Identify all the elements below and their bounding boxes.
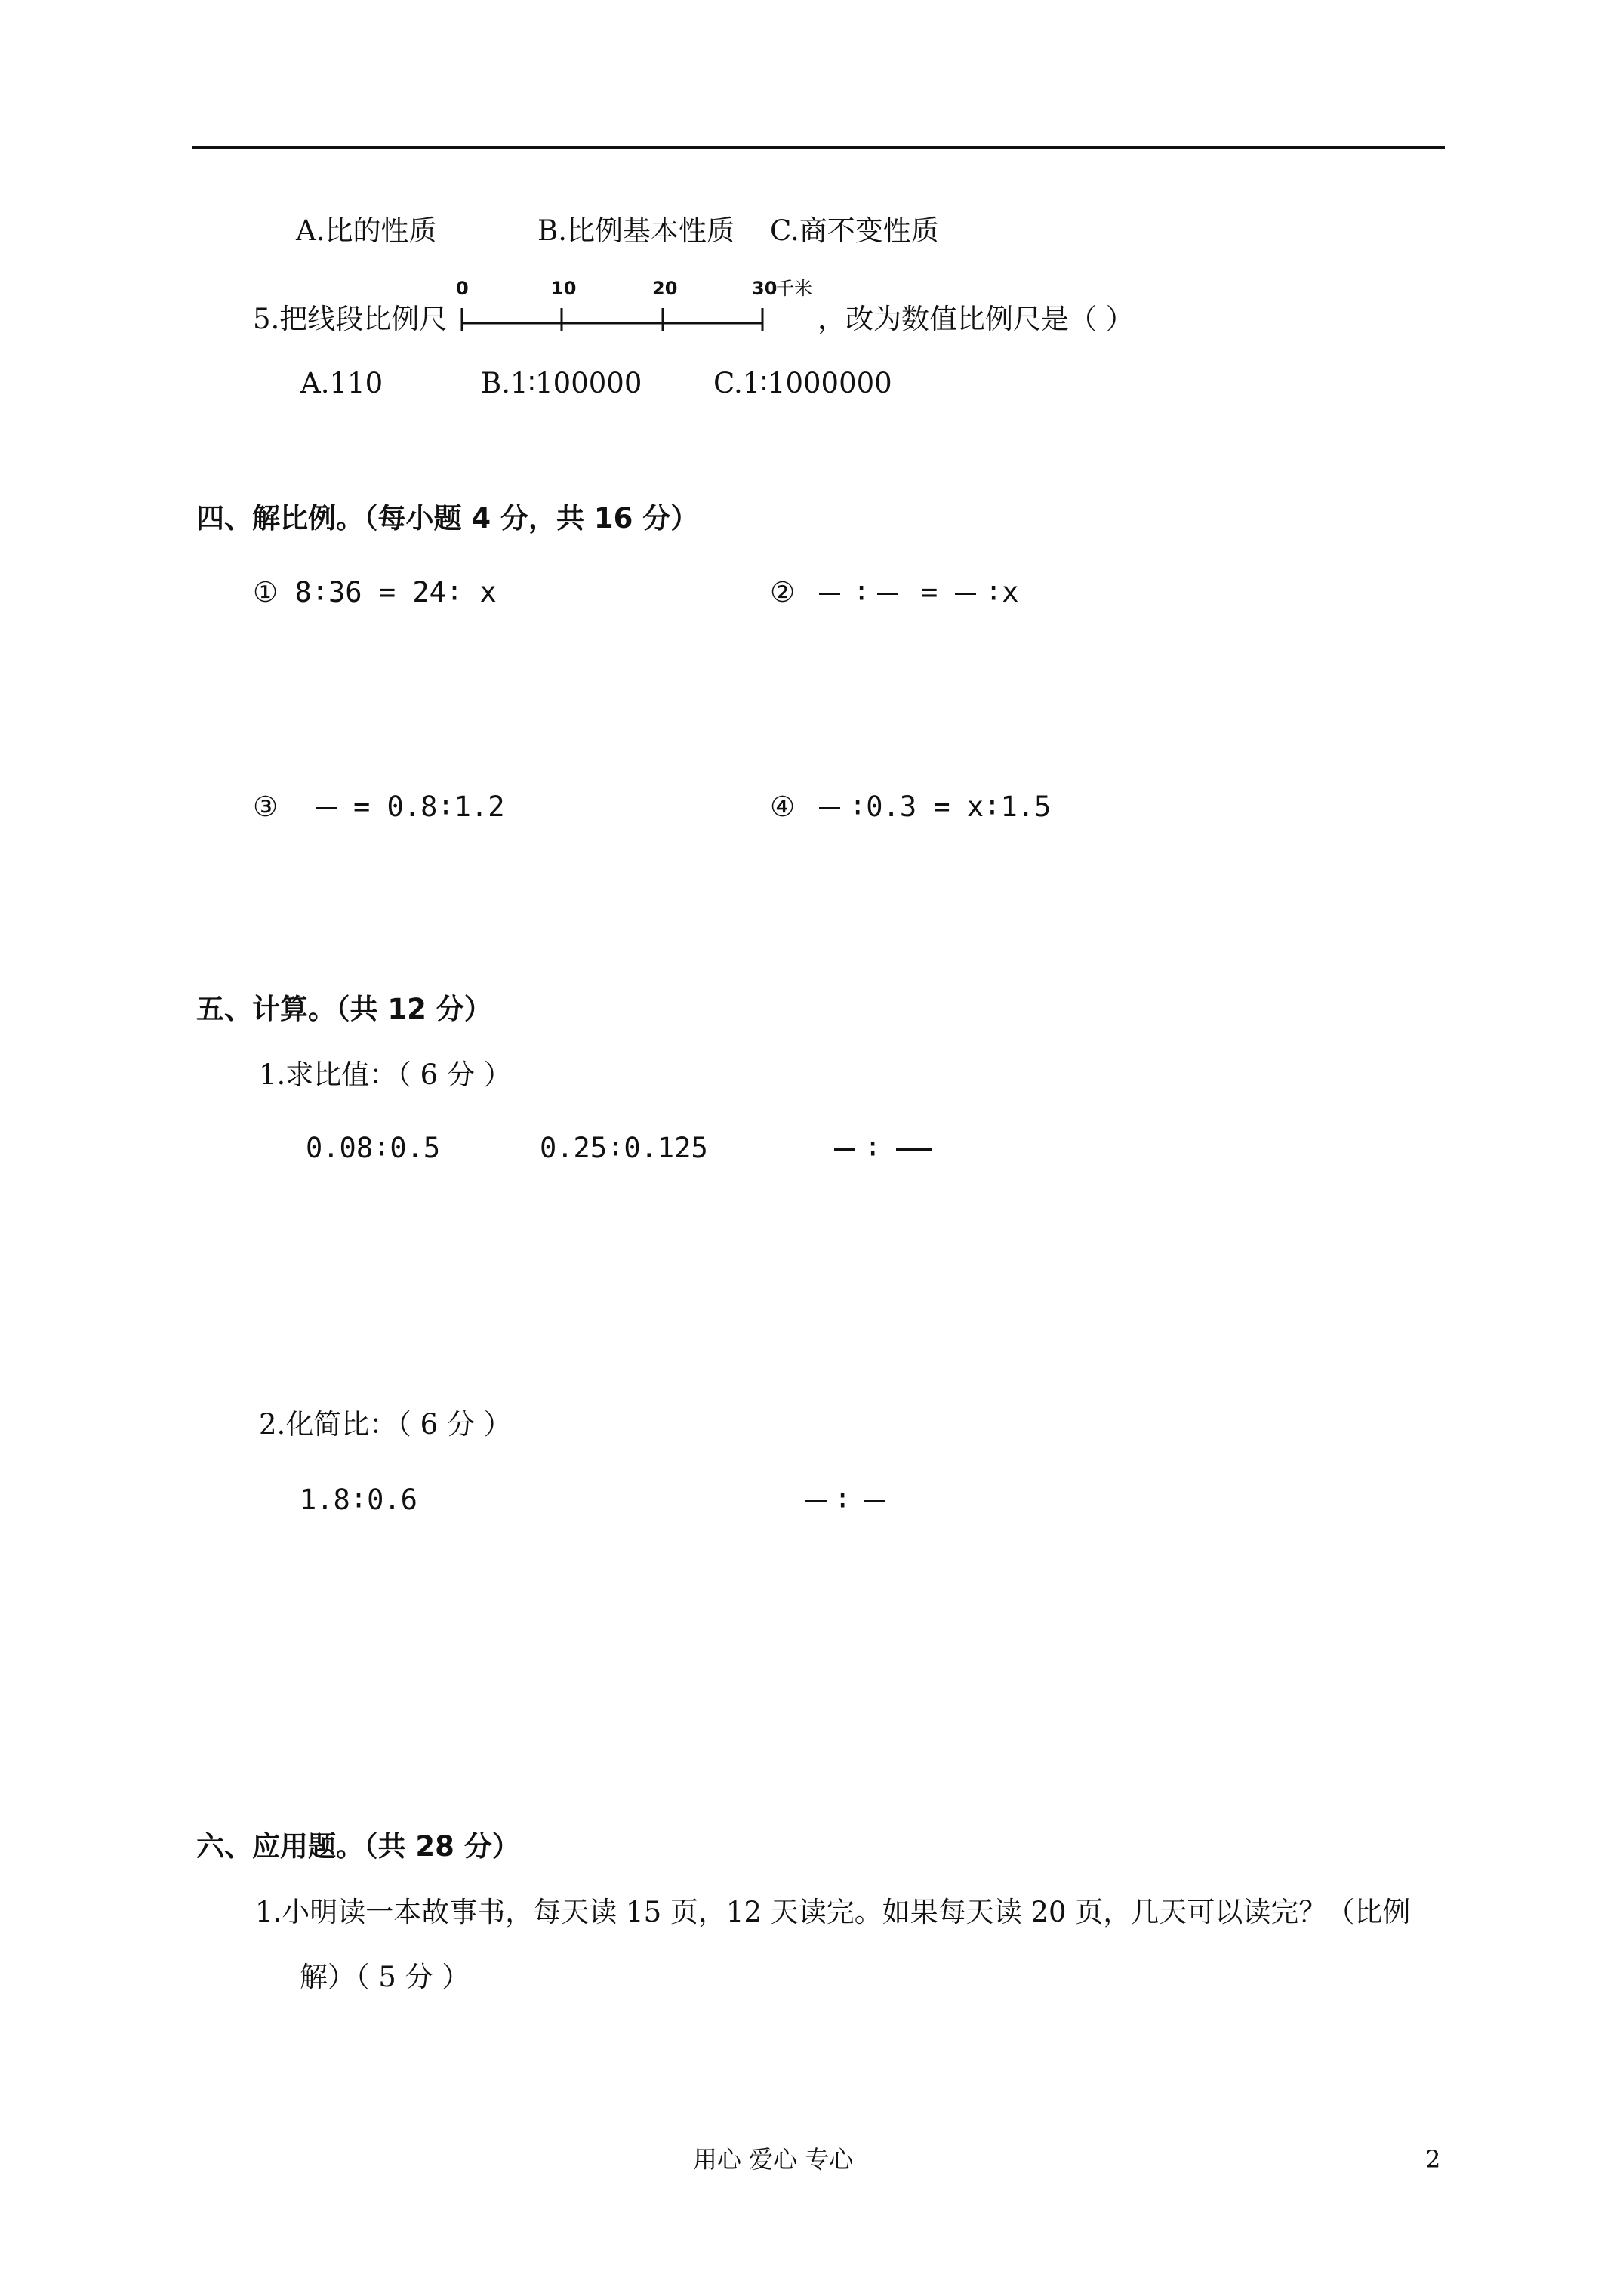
page-number: 2 — [1425, 2145, 1441, 2174]
option-c: C.商不变性质 — [770, 214, 939, 247]
ratio-item-1: 0.08∶0.5 — [306, 1132, 441, 1164]
line-segment-scale-bar — [453, 270, 812, 338]
scale-tick-20: 20 — [652, 278, 678, 299]
fraction-bar — [955, 593, 976, 595]
fraction-bar — [805, 1500, 827, 1502]
ratio-item-2: 0.25∶0.125 — [540, 1132, 708, 1164]
question-5-suffix: ，改为数值比例尺是（ ） — [818, 303, 1134, 335]
q5-option-b: B.1∶100000 — [481, 367, 642, 399]
scale-tick-30: 30 — [752, 278, 778, 299]
section-4-title: 四、解比例。（每小题 4 分，共 16 分） — [196, 502, 699, 535]
section-6-title: 六、应用题。（共 28 分） — [196, 1830, 520, 1863]
proportion-2-number: ② — [770, 576, 796, 609]
simplify-item-1: 1.8∶0.6 — [300, 1484, 417, 1516]
section-5-sub1: 1.求比值：（ 6 分 ） — [259, 1059, 512, 1091]
colon-symbol: ∶ — [864, 1132, 882, 1164]
proportion-3-number: ③ — [253, 791, 279, 823]
fraction-bar — [864, 1500, 885, 1502]
fraction-bar — [896, 1148, 932, 1151]
fraction-bar — [819, 807, 840, 809]
equals-symbol: = — [921, 576, 938, 609]
section-5-title: 五、计算。（共 12 分） — [196, 993, 492, 1025]
word-problem-1-line2: 解）（ 5 分 ） — [300, 1961, 470, 1993]
proportion-2-rest: ∶x — [985, 576, 1019, 609]
question-5-prefix: 5.把线段比例尺 — [253, 303, 448, 335]
scale-tick-10: 10 — [551, 278, 577, 299]
header-rule — [192, 146, 1445, 149]
option-b: B.比例基本性质 — [537, 214, 735, 247]
fraction-bar — [877, 593, 898, 595]
proportion-3-rest: = 0.8∶1.2 — [353, 791, 505, 823]
q5-option-a: A.110 — [300, 367, 383, 399]
footer-motto: 用心 爱心 专心 — [693, 2145, 854, 2174]
q5-option-c: C.1∶1000000 — [713, 367, 892, 399]
fraction-bar — [316, 807, 337, 809]
fraction-bar — [834, 1148, 855, 1151]
word-problem-1-line1: 1.小明读一本故事书，每天读 15 页，12 天读完。如果每天读 20 页，几天可以读完？（比例 — [255, 1896, 1411, 1928]
proportion-1: ① 8∶36 = 24∶ x — [253, 576, 497, 609]
fraction-bar — [819, 593, 840, 595]
option-a: A.比的性质 — [296, 214, 437, 247]
proportion-4-rest: ∶0.3 = x∶1.5 — [849, 791, 1052, 823]
scale-tick-0: 0 — [456, 278, 469, 299]
colon-symbol: ∶ — [853, 576, 870, 609]
scale-unit: 千米 — [776, 278, 812, 299]
section-5-sub2: 2.化简比：（ 6 分 ） — [259, 1408, 512, 1441]
proportion-4-number: ④ — [770, 791, 796, 823]
colon-symbol: ∶ — [834, 1484, 852, 1516]
